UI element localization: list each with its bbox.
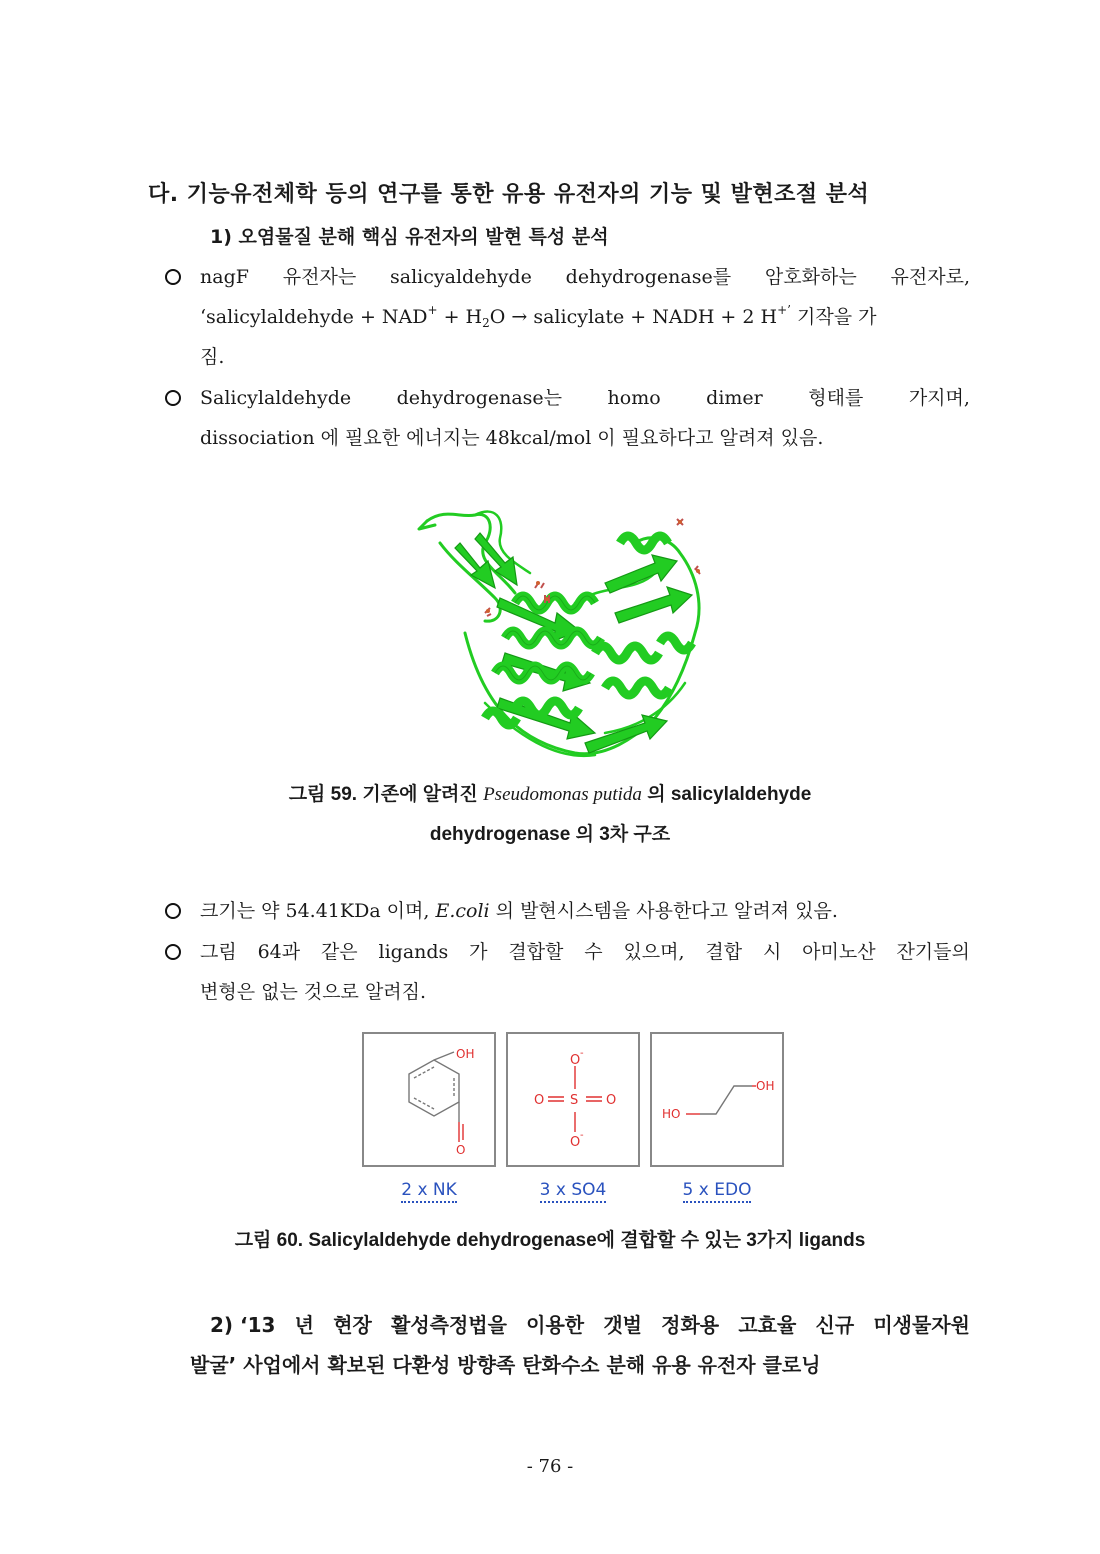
caption-text: 그림 59. 기존에 알려진 bbox=[288, 784, 484, 805]
word: 형태를 bbox=[808, 387, 864, 409]
word: 갯벌 bbox=[603, 1313, 642, 1337]
word: 잔기들의 bbox=[896, 941, 970, 963]
bullet-marker bbox=[165, 390, 181, 406]
word: ligands bbox=[378, 941, 449, 963]
subscript: 2 bbox=[482, 316, 490, 330]
s-label: S bbox=[570, 1093, 579, 1108]
heading-line bbox=[190, 1305, 970, 1345]
word: nagF bbox=[200, 266, 249, 288]
paragraph-line: 짐. bbox=[200, 346, 225, 368]
o-right-label: O bbox=[606, 1093, 617, 1108]
paragraph-line bbox=[200, 891, 970, 931]
superscript: + bbox=[427, 303, 438, 317]
oh-label: OH bbox=[456, 1047, 475, 1061]
section-heading: 다. 기능유전체학 등의 연구를 통한 유용 유전자의 기능 및 발현조절 분석 bbox=[148, 182, 870, 207]
reaction-text: + H bbox=[437, 306, 483, 328]
page-number: - 76 - bbox=[526, 1456, 574, 1477]
so4-molecule-diagram bbox=[508, 1034, 638, 1165]
ligand-label[interactable]: 2 x NK bbox=[401, 1180, 457, 1203]
ligand-edo-link[interactable] bbox=[650, 1180, 784, 1200]
paragraph-ligands bbox=[200, 932, 970, 1012]
word: 가 bbox=[469, 941, 488, 963]
word: dehydrogenase를 bbox=[565, 266, 732, 288]
figure-60-caption: 그림 60. Salicylaldehyde dehydrogenase에 결합할 수 있는 3가지 ligands bbox=[234, 1230, 866, 1251]
ligand-so4-structure bbox=[506, 1032, 640, 1167]
o-top-label: O bbox=[570, 1053, 581, 1068]
word: 현장 bbox=[333, 1313, 372, 1337]
part2-heading bbox=[190, 1305, 970, 1385]
bullet-marker bbox=[165, 944, 181, 960]
ho-label: HO bbox=[662, 1107, 681, 1121]
word: 미생물자원 bbox=[873, 1313, 970, 1337]
ligand-label[interactable]: 5 x EDO bbox=[683, 1180, 752, 1203]
caption-text: 의 salicylaldehyde bbox=[641, 784, 812, 805]
word: 이용한 bbox=[526, 1313, 585, 1337]
sub-heading: 1) 오염물질 분해 핵심 유전자의 발현 특성 분석 bbox=[210, 226, 609, 248]
word: 같은 bbox=[320, 941, 358, 963]
word: dehydrogenase는 bbox=[396, 387, 563, 409]
bullet-marker bbox=[165, 269, 181, 285]
o-top-charge: - bbox=[580, 1048, 584, 1059]
word: 신규 bbox=[815, 1313, 855, 1337]
heading-line: 발굴’ 사업에서 확보된 다환성 방향족 탄화수소 분해 유용 유전자 클로닝 bbox=[190, 1353, 821, 1377]
text: 의 발현시스템을 사용한다고 알려져 있음. bbox=[489, 900, 838, 922]
paragraph-text bbox=[200, 891, 838, 931]
paragraph-line bbox=[200, 932, 970, 972]
protein-structure-image bbox=[405, 503, 735, 765]
word: 고효율 bbox=[738, 1313, 797, 1337]
o-bottom-label: O bbox=[570, 1135, 581, 1150]
oh-label: OH bbox=[756, 1079, 775, 1093]
word: 아미노산 bbox=[802, 941, 876, 963]
word: 년 bbox=[294, 1313, 314, 1337]
paragraph-line: 변형은 없는 것으로 알려짐. bbox=[200, 981, 427, 1003]
word: 유전자로, bbox=[890, 266, 970, 288]
reaction-text: ‘salicylaldehyde + NAD bbox=[200, 306, 428, 328]
word: 가지며, bbox=[908, 387, 970, 409]
word: 결합할 bbox=[508, 941, 564, 963]
bullet-marker bbox=[165, 903, 181, 919]
word: 64과 bbox=[257, 941, 301, 963]
word: salicyaldehyde bbox=[390, 266, 532, 288]
paragraph-size bbox=[200, 891, 970, 931]
word: 그림 bbox=[200, 941, 237, 963]
paragraph-line: dissociation 에 필요한 에너지는 48kcal/mol 이 필요하다고 알려져 있음. bbox=[200, 427, 824, 449]
ligand-nk-link[interactable] bbox=[362, 1180, 496, 1200]
o-left-label: O bbox=[534, 1093, 545, 1108]
word: 유전자는 bbox=[282, 266, 357, 288]
ligand-nk-structure bbox=[362, 1032, 496, 1167]
o-label: O bbox=[456, 1143, 466, 1157]
word: 있으며, bbox=[623, 941, 685, 963]
reaction-line bbox=[200, 297, 970, 337]
paragraph-nagf bbox=[200, 257, 970, 377]
species-italic: E.coli bbox=[435, 900, 490, 922]
word: 암호화하는 bbox=[764, 266, 857, 288]
word: dimer bbox=[706, 387, 763, 409]
figure-59-caption-line2: dehydrogenase 의 3차 구조 bbox=[429, 824, 671, 845]
word: 시 bbox=[762, 941, 782, 963]
o-bottom-charge: - bbox=[580, 1130, 584, 1141]
paragraph-dimer bbox=[200, 378, 970, 458]
ligand-label[interactable]: 3 x SO4 bbox=[540, 1180, 607, 1203]
caption-species: Pseudomonas putida bbox=[483, 784, 642, 805]
figure-59-caption bbox=[0, 779, 1100, 806]
word: homo bbox=[607, 387, 661, 409]
word: 2) ‘13 bbox=[210, 1313, 276, 1337]
nk-molecule-diagram bbox=[364, 1034, 494, 1165]
word: Salicylaldehyde bbox=[200, 387, 352, 409]
text: 크기는 약 54.41KDa 이며, bbox=[200, 900, 436, 922]
word: 결합 bbox=[705, 941, 743, 963]
superscript: +’ bbox=[777, 303, 791, 317]
paragraph-line bbox=[200, 257, 970, 297]
ligand-edo-structure bbox=[650, 1032, 784, 1167]
reaction-text: O → salicylate + NADH + 2 H bbox=[489, 306, 778, 328]
edo-molecule-diagram bbox=[652, 1034, 782, 1165]
word: 정화용 bbox=[661, 1313, 720, 1337]
paragraph-line bbox=[200, 378, 970, 418]
reaction-text: 기작을 가 bbox=[790, 306, 877, 328]
ligand-so4-link[interactable] bbox=[506, 1180, 640, 1200]
word: 수 bbox=[584, 941, 603, 963]
word: 활성측정법을 bbox=[391, 1313, 507, 1337]
